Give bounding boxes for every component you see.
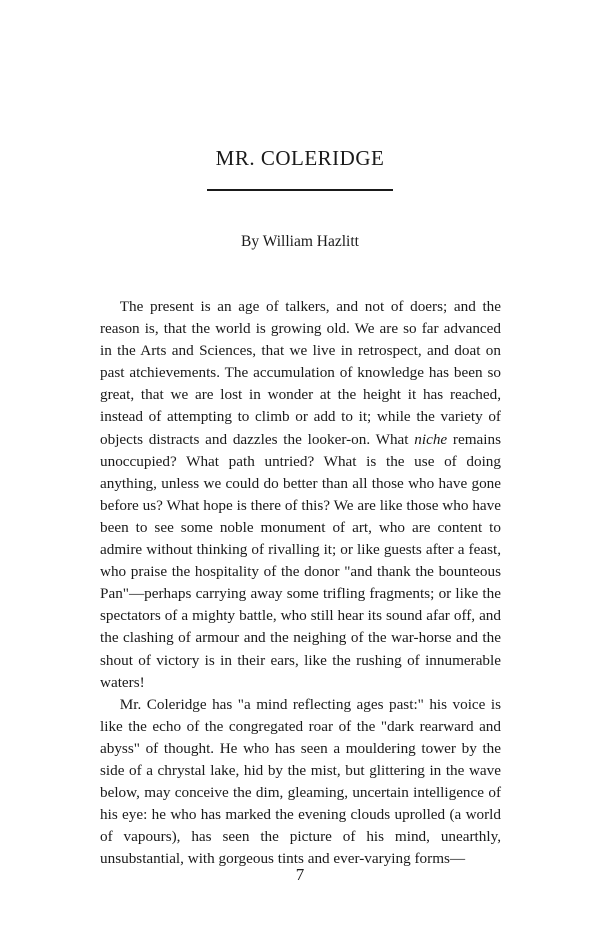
- paragraph-text: The present is an age of talkers, and not of doers; and the reason is, that the world is growing old. We are so far advanced in the Arts and Sciences, that we live in retrospect, and doat on past atchievements. The accumulation of knowledge has been so great, that we are lost in wonder at the height it has reached, instead of attempting to climb or add to it; while the variety of objects distracts and dazzles the looker-on. What: [100, 298, 501, 448]
- paragraph: [100, 296, 501, 694]
- paragraph: [100, 694, 501, 871]
- author-byline: By William Hazlitt: [241, 233, 359, 250]
- title-divider: [207, 189, 393, 191]
- paragraph-text: remains unoccupied? What path untried? What is the use of doing anything, unless we could do better than all those who have gone before us? What hope is there of this? We are like those who have been to see some noble monument of art, who are content to admire without thinking of rivalling it; or like guests after a feast, who praise the hospitality of the donor "and thank the bounteous Pan"—perhaps carrying away some trifling fragments; or like the spectators of a mighty battle, who still hear its sound afar off, and the clashing of armour and the neighing of the war-horse and the shout of victory is in their ears, like the rushing of innumerable waters!: [100, 430, 502, 691]
- paragraph-text: Mr. Coleridge has "a mind reflecting ages past:" his voice is like the echo of the congregated roar of the "dark rearward and abyss" of thought. He who has seen a mouldering tower by the side of a chrystal lake, hid by the mist, but glittering in the wave below, may conceive the dim, gleaming, uncertain intelligence of his eye: he who has marked the evening clouds uprolled (a world of vapours), has seen the picture of his mind, unearthly, unsubstantial, with gorgeous tints and ever-varying forms—: [100, 695, 501, 868]
- italic-word: niche: [414, 430, 448, 448]
- body-text: [100, 296, 501, 870]
- page-number: 7: [295, 865, 305, 884]
- chapter-title: MR. COLERIDGE: [215, 146, 385, 170]
